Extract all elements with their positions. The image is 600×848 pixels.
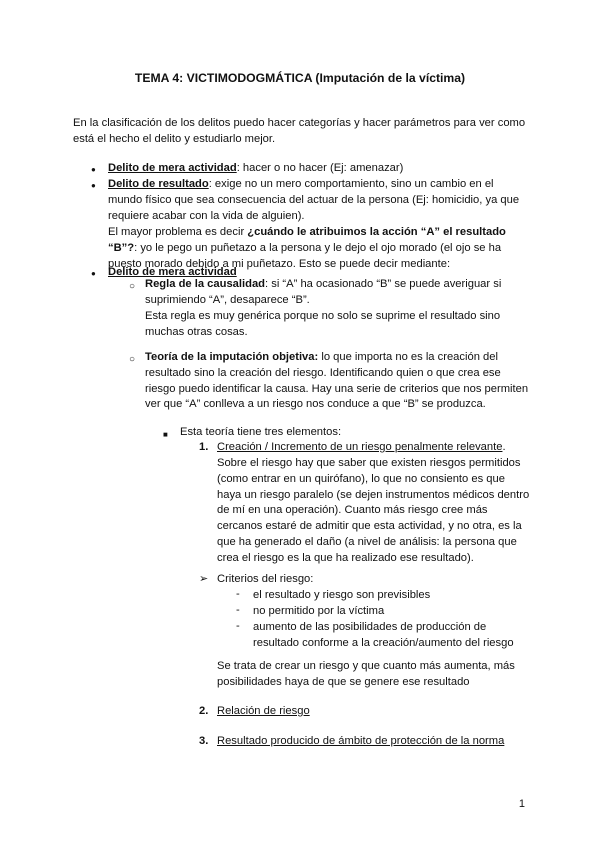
- dash-item: [253, 588, 533, 604]
- dash-bullet: -: [236, 588, 240, 600]
- dash-bullet: -: [236, 604, 240, 616]
- page-title: TEMA 4: VICTIMODOGMÁTICA (Imputación de la víctima): [134, 71, 466, 85]
- numbered-item-title: Resultado producido de ámbito de protección de la norma: [217, 735, 505, 747]
- intro-paragraph: [73, 116, 528, 148]
- sub-item-causalidad-note: [145, 309, 530, 341]
- bullet-term: Delito de mera actividad: [108, 162, 237, 174]
- dash-item: [253, 604, 533, 620]
- numbered-item-title: Creación / Incremento de un riesgo penalmente relevante: [217, 441, 503, 453]
- bullet-icon: ●: [91, 165, 96, 174]
- bullet-icon: ●: [91, 181, 96, 190]
- square-item-text: Esta teoría tiene tres elementos:: [180, 426, 342, 438]
- bullet-term: Delito de resultado: [108, 178, 209, 190]
- sub-item-text: : si “A” ha ocasionado “B” se puede averiguar si suprimiendo “A”, desaparece “B”.: [145, 278, 502, 306]
- arrow-item: [217, 572, 532, 588]
- sub-item-term: Teoría de la imputación objetiva:: [145, 351, 319, 363]
- arrow-bullet-icon: ➢: [199, 573, 209, 585]
- bullet-text: : exige no un mero comportamiento, sino un cambio en el mundo físico que sea consecuencia del actuar de la persona (Ej: homicidio, ya que requiere acabar con la vida de alguien).: [108, 178, 520, 222]
- number-label: 1.: [199, 441, 209, 453]
- numbered-item-2-marker: [199, 704, 208, 720]
- sub-item-causalidad: [145, 277, 530, 309]
- arrow-item-text: Criterios del riesgo:: [217, 573, 314, 585]
- closing-text: Se trata de crear un riesgo y que cuanto más aumenta, más posibilidades haya de que se genere ese resultado: [217, 660, 515, 688]
- bullet-item-mera-actividad: [108, 161, 528, 177]
- intro-text: En la clasificación de los delitos puedo hacer categorías y hacer parámetros para ver como está el hecho el delito y estudiarlo mejor.: [73, 117, 526, 145]
- bullet-text: : hacer o no hacer (Ej: amenazar): [236, 162, 404, 174]
- dash-item-text: aumento de las posibilidades de producción de resultado conforme a la creación/aumento del riesgo: [253, 621, 514, 649]
- dash-item: [253, 620, 523, 652]
- bullet-icon: ●: [91, 269, 96, 278]
- sub-item-imputacion-objetiva: [145, 350, 530, 413]
- numbered-item-3: [217, 734, 537, 750]
- title-punct: .: [502, 441, 506, 453]
- square-bullet-icon: ■: [163, 430, 168, 439]
- sub-item-text: lo que importa no es la creación del resultado sino la creación del riesgo. Identificando quien o que crea ese riesgo puedo identificar la causa. Hay una serie de criterios que nos permiten ver que “A” conlleva a un riesgo nos conduce a que “B” se produzca.: [145, 351, 529, 411]
- numbered-item-2: [217, 704, 532, 720]
- problem-question: ¿cuándo le atribuimos la acción “A” el resultado “B”?: [108, 226, 506, 254]
- numbered-item-1-closing: [217, 659, 532, 691]
- dash-item-text: no permitido por la víctima: [253, 605, 385, 617]
- number-label: 2.: [199, 705, 209, 717]
- numbered-item-1-body: [217, 456, 532, 567]
- sub-item-note-text: Esta regla es muy genérica porque no solo se suprime el resultado sino muchas otras cosas.: [145, 310, 501, 338]
- numbered-item-3-marker: [199, 734, 208, 750]
- bullet-term: Delito de mera actividad: [108, 266, 237, 278]
- numbered-item-1-marker: [199, 440, 208, 456]
- number-label: 3.: [199, 735, 209, 747]
- circle-bullet-icon: ○: [129, 281, 136, 292]
- dash-bullet: -: [236, 620, 240, 632]
- sub-item-term: Regla de la causalidad: [145, 278, 266, 290]
- numbered-item-body-text: Sobre el riesgo hay que saber que existen riesgos permitidos (como entrar en un quirófano), lo que no consiento es que haya un riesgo paralelo (se dejen instrumentos médicos dentro de mí en una operación). Cuanto más riesgo cree más cercanos estaré de admitir que esta actividad, y no otra, es la que ha generado el daño (a nivel de análisis: la persona que crea el riesgo es la que ha realizado ese resultado).: [217, 457, 530, 564]
- numbered-item-1: [217, 440, 532, 456]
- problem-text: El mayor problema es decir: [108, 226, 248, 238]
- dash-item-text: el resultado y riesgo son previsibles: [253, 589, 431, 601]
- numbered-item-title: Relación de riesgo: [217, 705, 310, 717]
- bullet-item-resultado: [108, 177, 528, 224]
- page-number: 1: [518, 798, 525, 810]
- square-item: [180, 425, 530, 441]
- problem-example: : yo le pego un puñetazo a la persona y le dejo el ojo morado (el ojo se ha puesto morado debido a mi puñetazo. Esto se puede decir mediante:: [108, 241, 502, 270]
- circle-bullet-icon: ○: [129, 354, 136, 365]
